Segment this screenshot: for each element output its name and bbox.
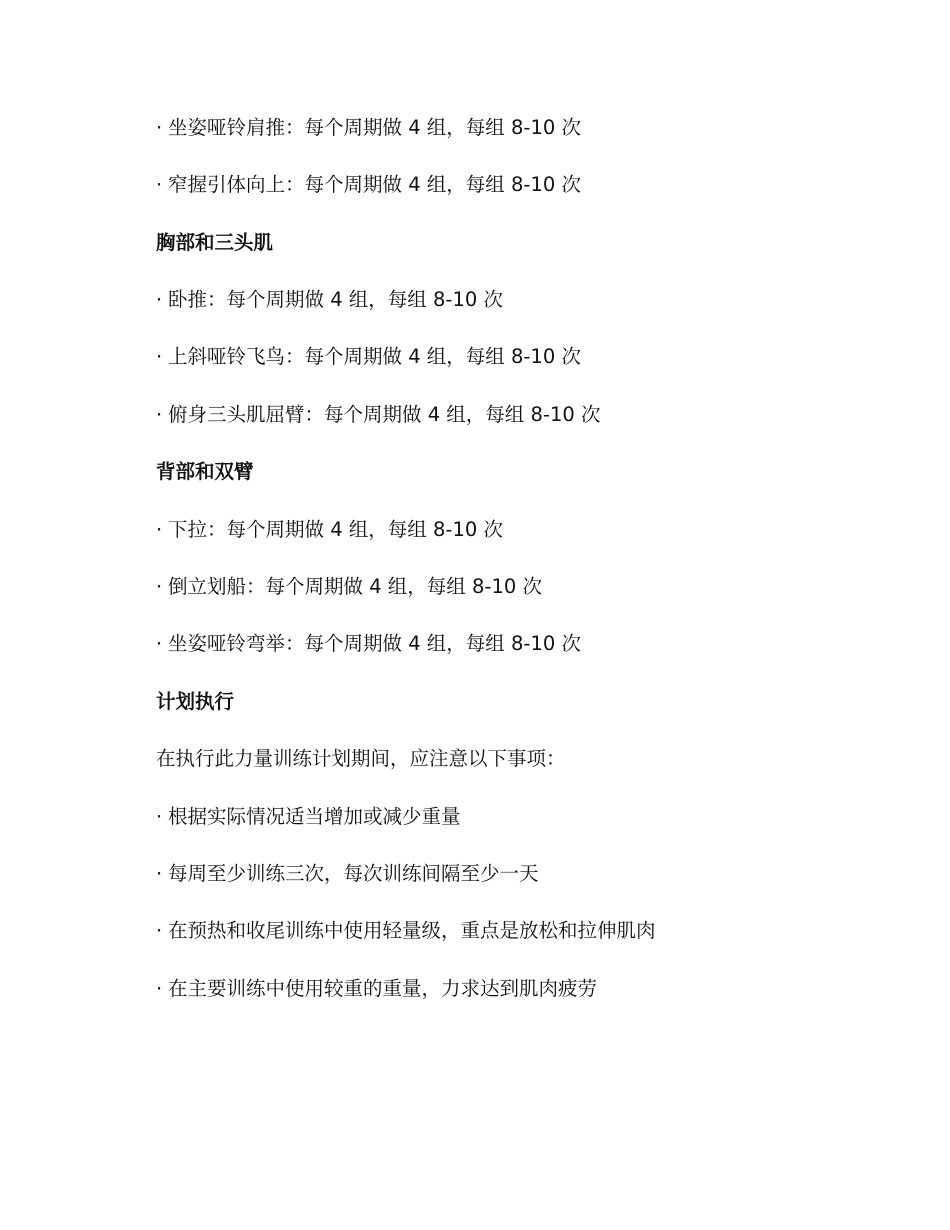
bullet-icon: · xyxy=(156,632,163,655)
bullet-icon: · xyxy=(156,977,163,1000)
bullet-icon: · xyxy=(156,575,163,598)
section-heading-back: 背部和双臂 xyxy=(156,460,254,483)
list-item xyxy=(156,287,503,313)
bullet-icon: · xyxy=(156,288,163,311)
list-item xyxy=(156,631,581,657)
list-item-text: 在主要训练中使用较重的重量，力求达到肌肉疲劳 xyxy=(168,977,598,1000)
list-item xyxy=(156,517,503,543)
list-item-text: 俯身三头肌屈臂：每个周期做 4 组，每组 8-10 次 xyxy=(168,403,601,426)
list-item xyxy=(156,976,597,1002)
section-heading-chest: 胸部和三头肌 xyxy=(156,231,274,254)
list-item-text: 每周至少训练三次，每次训练间隔至少一天 xyxy=(168,862,539,885)
bullet-icon: · xyxy=(156,173,163,196)
list-item-text: 卧推：每个周期做 4 组，每组 8-10 次 xyxy=(168,288,503,311)
bullet-icon: · xyxy=(156,116,163,139)
list-item-text: 上斜哑铃飞鸟：每个周期做 4 组，每组 8-10 次 xyxy=(168,345,581,368)
section-heading-execution: 计划执行 xyxy=(156,690,235,713)
list-item xyxy=(156,172,581,198)
list-item-text: 下拉：每个周期做 4 组，每组 8-10 次 xyxy=(168,518,503,541)
list-item-text: 坐姿哑铃肩推：每个周期做 4 组，每组 8-10 次 xyxy=(168,116,581,139)
list-item xyxy=(156,804,461,830)
paragraph-intro: 在执行此力量训练计划期间，应注意以下事项： xyxy=(156,747,566,770)
bullet-icon: · xyxy=(156,805,163,828)
bullet-icon: · xyxy=(156,919,163,942)
bullet-icon: · xyxy=(156,403,163,426)
list-item xyxy=(156,918,656,944)
list-item xyxy=(156,115,581,141)
list-item xyxy=(156,574,542,600)
list-item-text: 倒立划船：每个周期做 4 组，每组 8-10 次 xyxy=(168,575,542,598)
list-item xyxy=(156,861,539,887)
list-item xyxy=(156,402,600,428)
list-item-text: 根据实际情况适当增加或减少重量 xyxy=(168,805,461,828)
list-item xyxy=(156,344,581,370)
bullet-icon: · xyxy=(156,345,163,368)
bullet-icon: · xyxy=(156,862,163,885)
list-item-text: 坐姿哑铃弯举：每个周期做 4 组，每组 8-10 次 xyxy=(168,632,581,655)
bullet-icon: · xyxy=(156,518,163,541)
list-item-text: 窄握引体向上：每个周期做 4 组，每组 8-10 次 xyxy=(168,173,581,196)
list-item-text: 在预热和收尾训练中使用轻量级，重点是放松和拉伸肌肉 xyxy=(168,919,656,942)
